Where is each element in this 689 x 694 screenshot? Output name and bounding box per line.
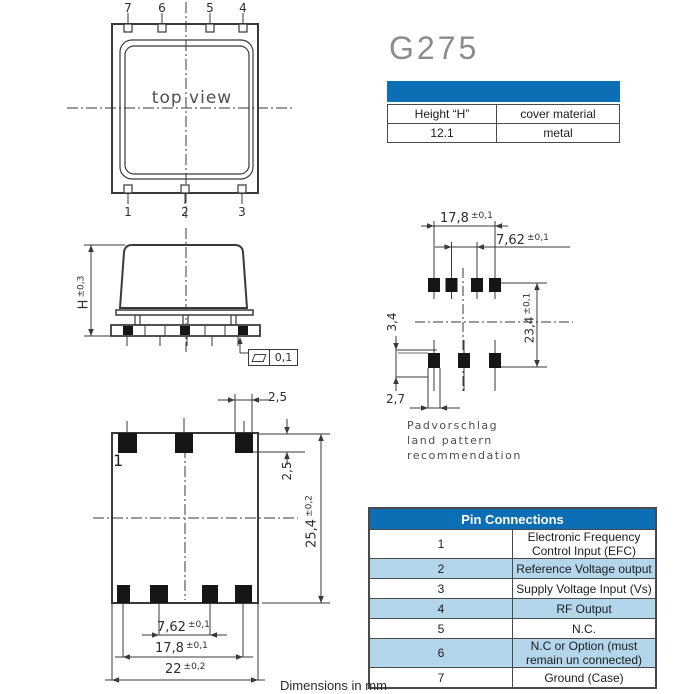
height-dimension-label: $H^{\pm 0,3}$ — [76, 275, 92, 310]
land-dim-vertical: $23,4^{\pm 0,1}$ — [522, 292, 537, 344]
pin-desc-cell: Supply Voltage Input (Vs) — [513, 579, 657, 599]
spec-table — [387, 104, 620, 143]
pin-number-cell: 6 — [369, 639, 513, 668]
table-row — [369, 668, 656, 689]
pin-label-1: 1 — [124, 205, 132, 219]
land-pattern-caption-line-2: land pattern — [407, 434, 493, 447]
pin-label-3: 3 — [238, 205, 246, 219]
bottom-dim-outer: 17,8 $^{\pm 0,1}$ — [155, 641, 208, 656]
table-row — [369, 559, 656, 579]
spec-cover-value: metal — [497, 124, 620, 143]
bottom-dim-pad-width: 2,5 — [268, 390, 288, 404]
table-row — [369, 530, 656, 559]
flatness-symbol-icon — [249, 350, 270, 365]
pin-label-2: 2 — [181, 205, 189, 219]
pin-label-7: 7 — [124, 1, 132, 15]
pin-desc-cell: Reference Voltage output — [513, 559, 657, 579]
spec-col2-header: cover material — [497, 105, 620, 124]
spec-table-header-band — [387, 81, 620, 102]
pin-label-6: 6 — [158, 1, 166, 15]
pin-desc-cell: N.C. — [513, 619, 657, 639]
pin-label-5: 5 — [206, 1, 214, 15]
pin-connections-table — [368, 507, 657, 689]
flatness-frame — [248, 349, 298, 366]
flatness-value: 0,1 — [274, 351, 293, 364]
table-row — [369, 579, 656, 599]
bottom-view-drawing — [85, 385, 335, 694]
bottom-dim-length: $25,4^{\pm 0,2}$ — [304, 495, 320, 548]
land-pattern-caption-line-3: recommendation — [407, 449, 522, 462]
bottom-dim-pad-height: 2,5 — [280, 461, 294, 481]
pin-number-cell: 1 — [369, 530, 513, 559]
page-title: G275 — [389, 30, 480, 66]
table-row — [369, 619, 656, 639]
pin-number-cell: 2 — [369, 559, 513, 579]
land-pattern-caption-line-1: Padvorschlag — [407, 419, 499, 432]
pin-table-title: Pin Connections — [369, 508, 656, 530]
pin-number-cell: 3 — [369, 579, 513, 599]
table-row — [388, 124, 620, 143]
pin-number-cell: 5 — [369, 619, 513, 639]
table-row — [369, 599, 656, 619]
bottom-dim-total: 22 $^{\pm 0,2}$ — [165, 662, 206, 677]
land-dim-inner: 7,62 $^{\pm 0,1}$ — [496, 233, 549, 248]
pin1-marker: 1 — [113, 451, 124, 470]
pin-desc-cell: Ground (Case) — [513, 668, 657, 689]
top-view-drawing — [60, 0, 310, 220]
pin-desc-cell: RF Output — [513, 599, 657, 619]
dimensions-note: Dimensions in mm — [280, 678, 387, 693]
land-dim-offset: 3,4 — [385, 312, 399, 332]
land-pattern-drawing — [385, 195, 585, 415]
top-view-caption: top view — [151, 88, 233, 108]
table-row — [369, 639, 656, 668]
pin-label-4: 4 — [239, 1, 247, 15]
spec-height-value: 12.1 — [388, 124, 497, 143]
pin-number-cell: 4 — [369, 599, 513, 619]
land-dim-width: 17,8 $^{\pm 0,1}$ — [440, 211, 493, 226]
land-dim-pad: 2,7 — [386, 392, 406, 406]
pin-desc-cell: Electronic Frequency Control Input (EFC) — [513, 530, 657, 559]
pin-desc-cell: N.C or Option (must remain un connected) — [513, 639, 657, 668]
spec-col1-header: Height “H” — [388, 105, 497, 124]
bottom-dim-inner: 7,62 $^{\pm 0,1}$ — [157, 620, 210, 635]
table-header-row — [369, 508, 656, 530]
pin-number-cell: 7 — [369, 668, 513, 689]
table-row — [388, 105, 620, 124]
